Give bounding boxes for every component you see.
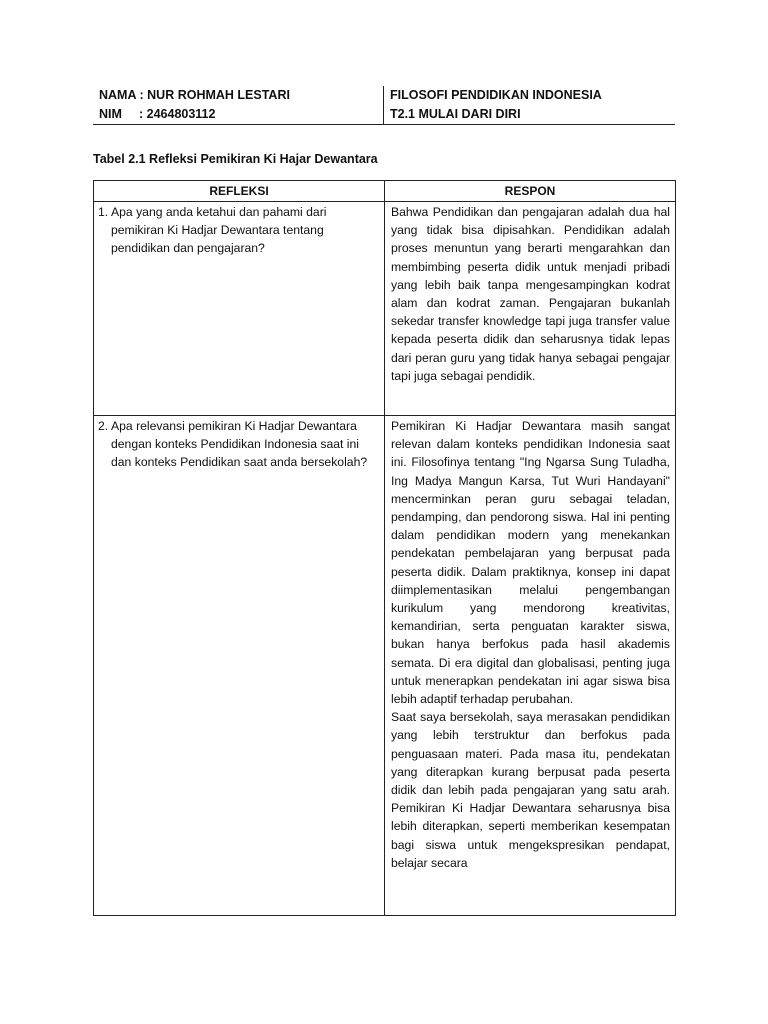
question-text: Apa relevansi pemikiran Ki Hadjar Dewantara dengan konteks Pendidikan Indonesia saat ini dan konteks Pendidikan saat anda bersekolah? — [111, 419, 368, 470]
nim-label: NIM — [99, 107, 122, 121]
table-row — [94, 202, 676, 416]
question-cell — [94, 416, 385, 916]
header-divider — [383, 86, 384, 124]
answer-text: Bahwa Pendidikan dan pengajaran adalah dua hal yang tidak bisa dipisahkan. Pendidikan adalah proses menuntun yang berarti mengarahkan dan membimbing peserta didik untuk menjadi pribadi yang lebih baik tanpa mengesampingkan kodrat alam dan kodrat zaman. Pengajaran bukanlah sekedar transfer knowledge tapi juga transfer value kepada peserta didik dan seharusnya tidak lepas dari peran guru yang tidak hanya sebagai pengajar tapi juga sebagai pendidik. — [391, 205, 670, 383]
reflection-table — [93, 180, 676, 916]
nim-row — [99, 105, 379, 124]
student-name: NAMA : NUR ROHMAH LESTARI — [99, 88, 290, 102]
answer-text-continued: Saat saya bersekolah, saya merasakan pendidikan yang lebih terstruktur dan berfokus pada penguasaan materi. Pada masa itu, pendekatan yang diterapkan kurang berpusat pada peserta didik dan lebih pada pengajaran yang satu arah. Pemikiran Ki Hadjar Dewantara seharusnya bisa lebih diterapkan, seperti memberikan kesempatan bagi siswa untuk mengekspresikan pendapat, belajar secara — [391, 710, 670, 870]
question-number: 1. — [98, 205, 109, 219]
nim-value: : 2464803112 — [139, 107, 216, 121]
table-header-row — [94, 181, 676, 202]
question-cell — [94, 202, 385, 416]
column-header-respon: RESPON — [385, 181, 676, 202]
question-text: Apa yang anda ketahui dan pahami dari pemikiran Ki Hadjar Dewantara tentang pendidikan dan pengajaran? — [111, 205, 327, 256]
identity-header — [93, 86, 675, 125]
answer-cell — [385, 202, 676, 416]
module-title: T2.1 MULAI DARI DIRI — [390, 107, 521, 121]
table-row — [94, 416, 676, 916]
table-caption: Tabel 2.1 Refleksi Pemikiran Ki Hajar Dewantara — [93, 152, 378, 166]
question-number: 2. — [98, 419, 109, 433]
column-header-refleksi: REFLEKSI — [94, 181, 385, 202]
answer-cell — [385, 416, 676, 916]
student-info — [99, 86, 379, 124]
answer-text: Pemikiran Ki Hadjar Dewantara masih sangat relevan dalam konteks pendidikan Indonesia saat ini. Filosofinya tentang "Ing Ngarsa Sung Tuladha, Ing Madya Mangun Karsa, Tut Wuri Handayani" mencerminkan peran guru sebagai teladan, pendamping, dan pendorong siswa. Hal ini penting dalam pendidikan modern yang menekankan pendekatan pembelajaran yang berpusat pada peserta didik. Dalam praktiknya, konsep ini dapat diimplementasikan melalui pengembangan kurikulum yang mendorong kreativitas, kemandirian, serta penguatan karakter siswa, bukan hanya berfokus pada hasil akademis semata. Di era digital dan globalisasi, penting juga untuk menerapkan pendekatan ini agar siswa bisa lebih adaptif terhadap perubahan. — [391, 419, 670, 707]
name-row — [99, 86, 379, 105]
course-info — [390, 86, 670, 124]
course-title: FILOSOFI PENDIDIKAN INDONESIA — [390, 88, 602, 102]
